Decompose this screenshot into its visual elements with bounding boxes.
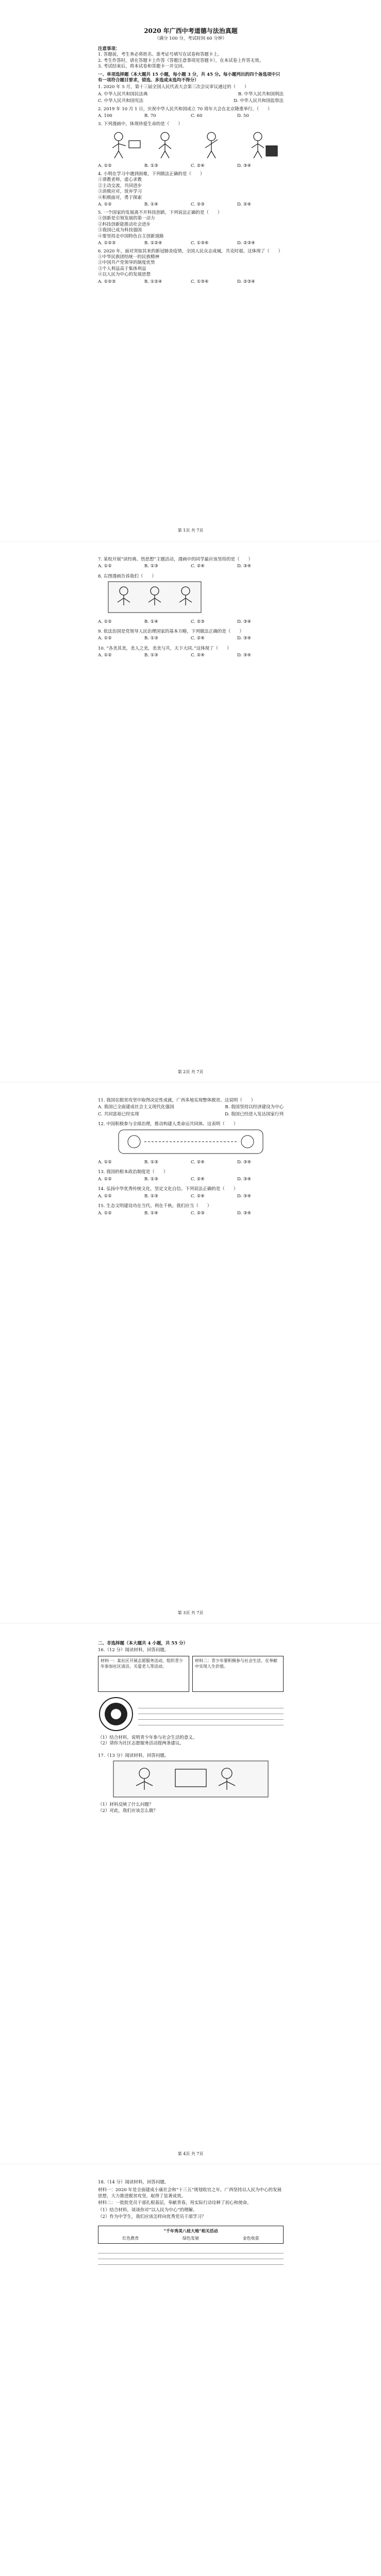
q5-item: ③我国已成为科技强国 <box>98 228 142 233</box>
page-3 <box>0 1082 381 1623</box>
q15-option-d[interactable]: D. ③④ <box>237 1210 252 1216</box>
q16-answer-lines <box>138 1703 284 1725</box>
q11-option-c[interactable]: C. 共同富裕已经实现 <box>98 1111 139 1117</box>
q4-option-b[interactable]: B. ①④ <box>144 202 158 208</box>
q2-option-d[interactable]: D. 50 <box>237 113 249 119</box>
q14-option-b[interactable]: B. ①③ <box>144 1193 158 1199</box>
q7-option-b[interactable]: B. ①③ <box>144 564 158 569</box>
q3-option-c[interactable]: C. ②④ <box>191 163 205 169</box>
q16-figure <box>98 1696 284 1732</box>
page-5-column <box>98 2180 284 2265</box>
q16-subq-2: （2）请你为社区志愿服务活动提两条建议。 <box>98 1741 184 1747</box>
q13-option-b[interactable]: B. ①③ <box>144 1176 158 1182</box>
q9-option-b[interactable]: B. ①③ <box>144 636 158 641</box>
q1-option-a[interactable]: A. 中华人民共和国民法典 <box>98 91 148 97</box>
q18-table-title: “千年秀美八桂大地”相关活动 <box>163 2228 218 2233</box>
page-number: 第 2页 共 7页 <box>177 1070 204 1075</box>
q1-options-2 <box>98 98 284 104</box>
q7-stem: 7. 某校开展“读经典、悟思想”主题活动，漫画中的同学最应该坚持的是（ ） <box>98 557 253 562</box>
q16-emblem-image <box>98 1696 134 1732</box>
note-item: 3. 考试结束后，将本试卷和答题卡一并交回。 <box>98 64 187 70</box>
q5-option-b[interactable]: B. ①②④ <box>144 241 162 246</box>
q7-options <box>98 564 284 569</box>
q11-options-2 <box>98 1112 284 1117</box>
page-5 <box>0 2164 381 2576</box>
q9-option-a[interactable]: A. ①② <box>98 636 112 641</box>
q13-option-c[interactable]: C. ②④ <box>191 1176 205 1182</box>
q16-material-two: 材料二：青少年要积极参与社会生活，在奉献中实现人生价值。 <box>192 1656 284 1692</box>
q17-subq-1: （1）材料反映了什么问题？ <box>98 1802 154 1808</box>
q6-option-d[interactable]: D. ②③④ <box>237 279 255 284</box>
note-item: 1. 答题前，考生务必将姓名、准考证号填写在试卷和答题卡上。 <box>98 52 222 58</box>
page-2 <box>0 541 381 1082</box>
q12-options <box>98 1160 284 1165</box>
note-item: 2. 考生作答时，请在答题卡上作答（答题注意事项见答题卡），在本试卷上作答无效。 <box>98 58 264 63</box>
q3-cartoon-strip <box>98 127 284 160</box>
question-1 <box>98 84 284 104</box>
q4-options <box>98 202 284 208</box>
q12-option-b[interactable]: B. ①③ <box>144 1160 158 1165</box>
q1-option-c[interactable]: C. 中华人民共和国宪法 <box>98 98 144 104</box>
part1-heading: 一、单项选择题（本大题共 15 小题，每小题 3 分，共 45 分。每小题列出的四个备选项中只有一项符合题目要求，错选、多选或未选均不得分） <box>98 72 280 83</box>
question-4 <box>98 172 284 208</box>
q8-option-a[interactable]: A. ①② <box>98 619 112 624</box>
q18-table-cell: 红色教育 <box>122 2235 139 2241</box>
q15-option-c[interactable]: C. ②③ <box>191 1210 205 1216</box>
q18-subq-2: （2）作为中学生，我们应该怎样向优秀党员干部学习？ <box>98 2214 206 2220</box>
q18-answer-lines <box>98 2248 284 2265</box>
document-title: 2020 年广西中考道德与法治真题 <box>144 27 238 35</box>
q11-option-d[interactable]: D. 我国已经进入发达国家行列 <box>225 1111 284 1117</box>
q8-cartoon <box>98 580 284 616</box>
q15-option-a[interactable]: A. ①② <box>98 1210 112 1216</box>
q10-option-d[interactable]: D. ③④ <box>237 653 252 658</box>
question-9 <box>98 629 284 642</box>
q16-stem: 16.（12 分）阅读材料，回答问题。 <box>98 1648 169 1653</box>
q8-option-c[interactable]: C. ②③ <box>191 619 205 624</box>
q14-option-d[interactable]: D. ③④ <box>237 1193 252 1199</box>
q2-option-c[interactable]: C. 60 <box>191 113 203 119</box>
q16-subq-1: （1）结合材料，说明青少年参与社会生活的意义。 <box>98 1735 197 1740</box>
q3-option-d[interactable]: D. ③④ <box>237 163 252 169</box>
q6-item: ①中华民族团结统一的民族精神 <box>98 254 160 260</box>
q1-stem: 1. 2020 年 5 月，第十三届全国人民代表大会第三次会议审议通过的（ ） <box>98 84 249 90</box>
q7-option-d[interactable]: D. ③④ <box>237 564 252 569</box>
document-subtitle: （满分 100 分，考试时间 60 分钟） <box>155 36 227 42</box>
q9-options <box>98 636 284 641</box>
q18-paragraph: 材料二：一批批党员干部扎根基层，奉献青春，用实际行动诠释了初心和使命。 <box>98 2200 252 2206</box>
part2-heading: 二、非选择题（本大题共 4 小题，共 55 分） <box>98 1641 188 1646</box>
q8-option-d[interactable]: D. ③④ <box>237 619 252 624</box>
q5-item: ①创新是引领发展的第一动力 <box>98 216 155 222</box>
q10-option-b[interactable]: B. ①③ <box>144 653 158 658</box>
q5-stem: 5. 一个国家的发展离不开科技创新，下列说法正确的是（ ） <box>98 210 222 215</box>
q2-stem: 2. 2019 年 10 月 1 日，庆祝中华人民共和国成立 70 周年大会在北京隆重举行。（ ） <box>98 106 272 112</box>
q18-stem: 18.（14 分）阅读材料，回答问题。 <box>98 2180 169 2185</box>
question-8 <box>98 574 284 625</box>
q18-subq-1: （1）结合材料，谈谈你对“以人民为中心”的理解。 <box>98 2207 197 2213</box>
q4-option-c[interactable]: C. ②③ <box>191 202 205 208</box>
q5-option-a[interactable]: A. ①②③ <box>98 241 116 246</box>
question-7 <box>98 557 284 570</box>
q7-option-c[interactable]: C. ②④ <box>191 564 205 569</box>
q5-option-d[interactable]: D. ②③④ <box>237 241 255 246</box>
q6-item: ②中国共产党领导的制度优势 <box>98 260 155 266</box>
q17-stem: 17.（13 分）阅读材料，回答问题。 <box>98 1753 169 1758</box>
q11-options <box>98 1105 284 1110</box>
q4-item: ②主动交流，共同进步 <box>98 183 142 189</box>
q5-item: ②科技创新能推动社会进步 <box>98 222 151 227</box>
q3-options <box>98 163 284 169</box>
q14-options <box>98 1194 284 1199</box>
q18-activity-table <box>98 2226 284 2244</box>
q9-option-c[interactable]: C. ②④ <box>191 636 205 641</box>
q12-stem: 12. 中国积极参与全球治理，推动构建人类命运共同体。这表明（ ） <box>98 1122 238 1127</box>
q13-option-d[interactable]: D. ③④ <box>237 1176 252 1182</box>
question-12 <box>98 1122 284 1165</box>
q18-table-cell: 金色收获 <box>242 2235 259 2241</box>
question-2 <box>98 107 284 120</box>
q6-stem: 6. 2020 年，面对突如其来的新冠肺炎疫情，全国人民众志成城，共克时艰。这体现了（ ） <box>98 248 283 254</box>
q5-item: ④要坚持走中国特色自主创新道路 <box>98 233 164 239</box>
page-4 <box>0 1623 381 2164</box>
q17-subq-2: （2）对此，我们应该怎么做？ <box>98 1808 158 1814</box>
q5-option-c[interactable]: C. ①③④ <box>191 241 209 246</box>
q8-option-b[interactable]: B. ①④ <box>144 619 158 624</box>
q5-options <box>98 241 284 246</box>
page-number: 第 4页 共 7页 <box>177 2151 204 2157</box>
q3-stem: 3. 下列漫画中，体现珍爱生命的是（ ） <box>98 121 183 127</box>
q4-option-a[interactable]: A. ①② <box>98 202 112 208</box>
q6-option-b[interactable]: B. ①②④ <box>144 279 162 284</box>
q15-stem: 15. 生态文明建设功在当代、利在千秋。我们应当（ ） <box>98 1204 212 1209</box>
q13-stem: 13. 我国的根本政治制度是（ ） <box>98 1170 168 1175</box>
q11-option-a[interactable]: A. 我国已全面建成社会主义现代化强国 <box>98 1105 174 1110</box>
q3-option-b[interactable]: B. ①③ <box>144 163 158 169</box>
q17-cartoon <box>98 1759 284 1800</box>
q4-item: ③消极应对，放弃学习 <box>98 189 142 195</box>
notes-heading: 注意事项： <box>98 46 120 52</box>
q8-stem: 8. 右图漫画告诉我们（ ） <box>98 573 156 579</box>
question-5 <box>98 210 284 247</box>
q9-stem: 9. 依法治国是党领导人民治理国家的基本方略，下列做法正确的是（ ） <box>98 629 244 635</box>
question-6 <box>98 249 284 285</box>
q3-option-a[interactable]: A. ①② <box>98 163 112 169</box>
q2-option-a[interactable]: A. 100 <box>98 113 112 119</box>
q18-table-cell: 绿色发展 <box>182 2235 199 2241</box>
q10-option-c[interactable]: C. ②④ <box>191 653 205 658</box>
q10-stem: 10. “各美其美，美人之美，美美与共，天下大同。”这体现了（ ） <box>98 646 231 651</box>
question-13 <box>98 1170 284 1182</box>
q6-item: ③个人利益高于集体利益 <box>98 266 146 272</box>
q11-stem: 11. 我国在脱贫攻坚中取得决定性成就，广西多地实现整体脱贫。这说明（ ） <box>98 1098 256 1103</box>
question-10 <box>98 646 284 659</box>
q1-options <box>98 92 284 97</box>
q6-option-c[interactable]: C. ①③④ <box>191 279 209 284</box>
q15-options <box>98 1211 284 1216</box>
q9-option-d[interactable]: D. ③④ <box>237 636 252 641</box>
question-15 <box>98 1204 284 1216</box>
q4-item: ①请教老师，虚心求教 <box>98 177 142 183</box>
q4-option-d[interactable]: D. ②④ <box>237 202 252 208</box>
q2-options <box>98 113 284 119</box>
q11-option-b[interactable]: B. 我国坚持以经济建设为中心 <box>225 1105 284 1110</box>
q1-option-d[interactable]: D. 中华人民共和国监察法 <box>234 98 284 104</box>
question-11 <box>98 1098 284 1117</box>
q12-option-a[interactable]: A. ①② <box>98 1160 112 1165</box>
q18-paragraph: 材料一：2020 年是全面建成小康社会和“十三五”规划收官之年，广西坚持以人民为中心的发展思想，大力推进脱贫攻坚，取得了显著成效。 <box>98 2188 282 2199</box>
q13-option-a[interactable]: A. ①② <box>98 1176 112 1182</box>
q4-item: ④积极面对，勇于探索 <box>98 195 142 200</box>
q10-option-a[interactable]: A. ①② <box>98 653 112 658</box>
page-1-column <box>98 27 284 286</box>
q10-options <box>98 653 284 658</box>
q16-material-one: 材料一：某社区开展志愿服务活动，组织青少年参加社区清洁、关爱老人等活动。 <box>98 1656 189 1692</box>
page-number: 第 1页 共 7页 <box>177 528 204 533</box>
page-2-column <box>98 557 284 660</box>
page-1 <box>0 0 381 541</box>
q16-material-boxes <box>98 1656 284 1692</box>
q14-option-c[interactable]: C. ②④ <box>191 1193 205 1199</box>
question-14 <box>98 1187 284 1199</box>
q15-option-b[interactable]: B. ①④ <box>144 1210 158 1216</box>
q6-options <box>98 279 284 285</box>
q12-option-d[interactable]: D. ③④ <box>237 1160 252 1165</box>
q2-option-b[interactable]: B. 70 <box>144 113 156 119</box>
q14-option-a[interactable]: A. ①② <box>98 1193 112 1199</box>
question-3 <box>98 122 284 170</box>
q4-stem: 4. 小明在学习中遇到困难，下列做法正确的是（ ） <box>98 171 205 177</box>
q6-item: ④以人民为中心的发展思想 <box>98 272 151 278</box>
q1-option-b[interactable]: B. 中华人民共和国刑法 <box>238 91 284 97</box>
q6-option-a[interactable]: A. ①②③ <box>98 279 116 284</box>
q12-cartoon <box>98 1128 284 1157</box>
q14-stem: 14. 弘扬中华优秀传统文化，坚定文化自信。下列说法正确的是（ ） <box>98 1187 238 1192</box>
q7-option-a[interactable]: A. ①② <box>98 564 112 569</box>
page-3-column <box>98 1098 284 1217</box>
page-4-column <box>98 1639 284 1814</box>
notes-section <box>98 46 284 70</box>
q13-options <box>98 1177 284 1182</box>
q18-table-row <box>101 2236 281 2242</box>
page-number: 第 3页 共 7页 <box>177 1611 204 1616</box>
q12-option-c[interactable]: C. ②④ <box>191 1160 205 1165</box>
q8-options <box>98 619 284 625</box>
